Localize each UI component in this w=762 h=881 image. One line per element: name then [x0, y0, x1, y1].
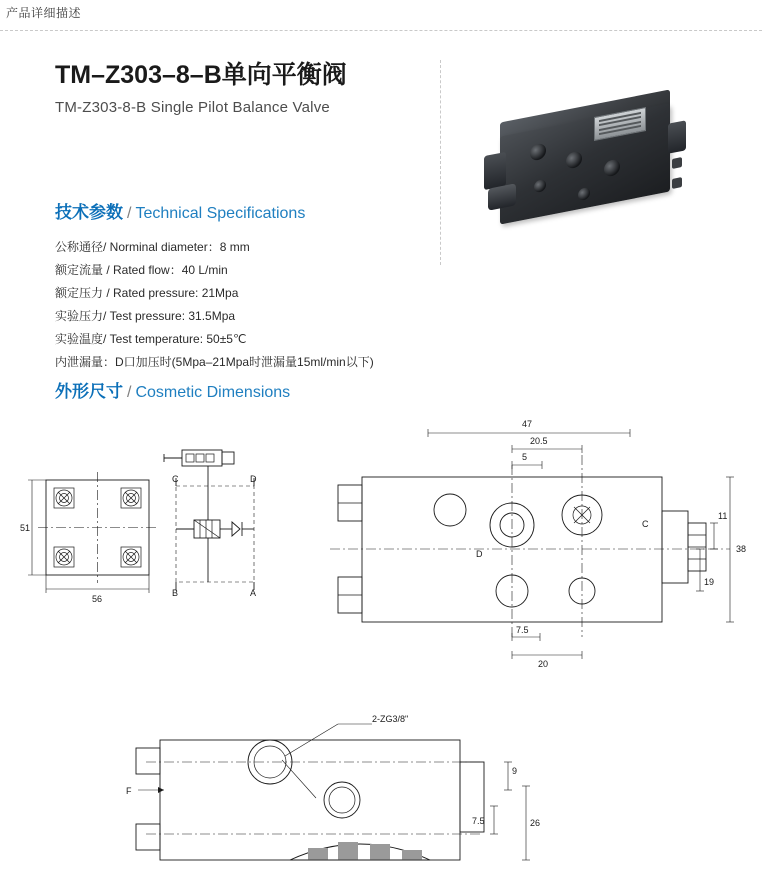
dim-label-20-5: 20.5	[530, 436, 548, 446]
section-label-c: C	[642, 519, 649, 529]
dim-label-51: 51	[20, 523, 31, 533]
page-title-en: TM-Z303-8-B Single Pilot Balance Valve	[55, 98, 330, 116]
dim-label-7-5: 7.5	[516, 625, 529, 635]
valve-bolt-1	[672, 157, 682, 169]
section-heading-specifications	[55, 198, 305, 223]
dim-label-11: 11	[718, 511, 728, 521]
dim-label-38: 38	[736, 544, 747, 554]
valve-end-right	[668, 120, 686, 153]
schematic-label-c: C	[172, 474, 179, 484]
dim-label-20: 20	[538, 659, 549, 669]
spec-item-rated-pressure: 额定压力 / Rated pressure: 21Mpa	[55, 286, 239, 300]
valve-bolt-2	[672, 177, 682, 189]
drawing-bottom-view	[120, 690, 550, 880]
drawing-hydraulic-schematic	[160, 440, 290, 630]
dim-label-9: 9	[512, 766, 518, 776]
section-heading-slash: /	[127, 384, 132, 401]
schematic-label-a: A	[250, 588, 257, 598]
schematic-label-b: B	[172, 588, 179, 598]
breadcrumb	[0, 0, 762, 26]
dim-label-7-5: 7.5	[472, 816, 485, 826]
breadcrumb-label: 产品详细描述	[6, 6, 82, 20]
page-title-block	[55, 62, 415, 116]
spec-item-rated-flow: 额定流量 / Rated flow：40 L/min	[55, 263, 228, 277]
section-heading-slash: /	[127, 205, 132, 222]
section-heading-cn: 技术参数	[55, 203, 123, 222]
section-heading-en: Cosmetic Dimensions	[135, 384, 291, 401]
drawing-section-view	[330, 415, 750, 675]
specifications-list	[55, 236, 475, 374]
vertical-divider	[440, 60, 441, 265]
dim-label-26: 26	[530, 818, 541, 828]
spec-item-nominal-diameter: 公称通径/ Norminal diameter：8 mm	[55, 240, 250, 254]
page-title-cn: TM–Z303–8–B单向平衡阀	[55, 61, 347, 89]
dim-label-5: 5	[522, 452, 528, 462]
seal-hatch	[308, 842, 422, 860]
dim-label-47: 47	[522, 419, 533, 429]
product-photo	[482, 92, 702, 237]
dim-label-19: 19	[704, 577, 715, 587]
spec-item-test-pressure: 实验压力/ Test pressure: 31.5Mpa	[55, 309, 236, 323]
view-label-f: F	[126, 786, 132, 796]
valve-end-left	[484, 152, 506, 190]
header-divider	[0, 30, 762, 31]
threaded-port-group	[248, 740, 360, 818]
section-heading-cn: 外形尺寸	[55, 382, 123, 401]
spec-item-internal-leakage: 内泄漏量：D口加压时(5Mpa–21Mpa时泄漏量15ml/min以下)	[55, 355, 374, 369]
check-valve-symbol	[232, 522, 242, 536]
callout-thread-size: 2-ZG3/8"	[372, 714, 409, 724]
schematic-label-d: D	[250, 474, 257, 484]
dim-label-56: 56	[92, 594, 103, 604]
section-label-d: D	[476, 549, 483, 559]
section-heading-dimensions	[55, 377, 290, 402]
drawing-top-view	[18, 455, 178, 635]
spec-item-test-temperature: 实验温度/ Test temperature: 50±5℃	[55, 332, 247, 346]
section-heading-en: Technical Specifications	[135, 205, 306, 222]
